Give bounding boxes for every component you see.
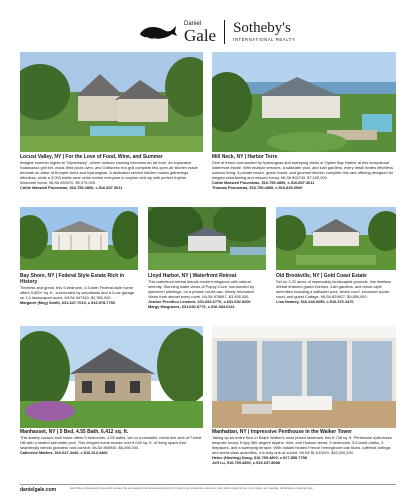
listing-title[interactable]: Locust Valley, NY | For the Love of Food, Wine, and Summer [20,154,163,160]
listing-photo[interactable] [276,207,396,270]
logo-divider [224,20,225,44]
listing-text [276,273,396,304]
listing-description: Timeless and grand, this 9-bedroom, 4.5-bath Federal-style home offers 9,600+ sq. ft., surrounded by woodlands and a 3-car garage on 1.4 landscaped acres. MLS# 947363. $2,350,000. [20,285,135,300]
listing-agents: Cottie Maxwell Pournaras, 516.759.4800, c.516.857.3011 [20,185,123,190]
listing-photo[interactable] [212,326,396,428]
whale-logo-icon [138,22,178,42]
listing-title[interactable]: Manhattan, NY | Impressive Penthouse in the Walker Tower [212,429,352,435]
brand-small: Daniel [184,20,202,27]
listing-text [20,273,138,305]
listing-title[interactable]: Old Brookville, NY | Gold Coast Estate [276,273,367,279]
footer-website-link[interactable]: danielgale.com [20,487,57,493]
listing-agents: Helen (Hosting) Dong, 516.759.4800, c.917.859.7758 Jeff Lu, 516.759.4800, c.516.637.8688 [212,455,307,465]
listing-agents: Jeanne Previtico Leonard, 631.692.6770, c.631.692.5206 Margy Hargraves, 631.692.6770, c.516.384.0131 [148,299,251,309]
listing-agents: Cottie Maxwell Pournaras, 516.759.4800, c.516.857.3011 Thomas Pournaras, 516.759.4800, c.516.835.3000 [212,180,315,190]
brand-name: Gale [184,25,217,45]
partner-name: Sotheby's [233,20,291,37]
listing-text [20,429,203,455]
listing-photo[interactable] [212,52,396,152]
listing-title[interactable]: Bay Shore, NY | Federal Style Estate Rich in History [20,273,125,285]
listing-photo[interactable] [20,52,203,152]
listing-agents: Catherine Mathes, 516.627.4440, c.516.313.4466 [20,450,108,455]
listing-text [212,429,396,465]
listing-description: Taking up an entire floor in Ralph Walker's most prized landmark, this 6,738 sq. ft. Penthouse epitomizes bespoke luxury. Enjoy 360-degree skyline, river, and Hudson views, 5 bedrooms, 5.5 lavish baths, 3 fireplaces, and a sweeping terrace. With radiant heated French herringbone oak floors, coffered ceilings, and world-class amenities, it is truly one-of-a-kind. MLS# RLS10921. $42,000,000. [212,435,392,455]
page-footer [20,484,396,493]
listing-description: This waterfront retreat blends modern elegance with natural serenity. Stunning water views of Poppy Cove, surrounded by specimen plantings, on a private cul-de-sac. Newly renovated. Views from almost every room. MLS# 878667. $3,495,000. [148,279,256,299]
listing-title[interactable]: Manhasset, NY | 5 Bed, 4.55 Bath, 6,412 sq. ft. [20,429,129,435]
listing-text [148,273,266,309]
listing-photo[interactable] [20,326,203,428]
partner-tag: INTERNATIONAL REALTY [233,37,296,43]
brand-logo[interactable] [138,18,295,46]
listing-description: Set on 3.32 acres of impeccably landscaped grounds, this timeless retreat features grand interiors, lush gardens, and resort-style amenities including a saltwater pool, tennis court, enclosed sports court, and guest Cottage. MLS# 829827. $5,850,000. [276,279,392,299]
listing-photo[interactable] [148,207,266,270]
listing-title[interactable]: Mill Neck, NY | Harbor Terre [212,154,278,160]
listing-description: Dine al fresco surrounded by hydrangeas and sweeping views of Oyster Bay Harbor at this exceptional waterfront estate. With multiple terraces, a saltwater pool, and lush gardens, every detail invites effortless outdoor living. A private beach, guest house, and gourmet kitchen complete this rare offering designed for elegant entertaining and relaxed luxury. MLS# 892749. $7,100,000. [212,160,394,180]
sothebys-wordmark [233,21,295,42]
listing-description: Imagine summer nights at "Wynnestay", where outdoor cooking becomes an art form. An expansive Kalamazoo grill set, wood-fired pizza oven, and Grillworks evo grill complete this open-air kitchen made beneath an arbor of trumpet vines and hydrangeas. A dedicated service kitchen makes gatherings effortless, while a 3,000-bottle wine cellar invites everyone to explore and sip with perfect rhythm. Welcome home. MLS# 892070. $9,975,000. [20,160,198,185]
footer-legal-text: Each office is independently owned and operated. We are pledged to provide equal opportunity for housing to any prospective customer or client, without regard to race, color, religion, sex, handicap, familial status or national origin. [70,487,314,490]
listing-text [212,154,396,190]
listing-text [20,154,203,190]
listing-description: This stately custom-built home offers 5 bedrooms, 4.55 baths, set on a beautiful, resort-like acre of Forest Hill with a heated salt water pool. This elegant home boasts over 6,000 sq. ft. of living space that seamlessly blends grandeur and comfort. MLS# 865940. $6,498,000. [20,435,202,450]
listing-agents: Margaret (Meg) Smith, 631.647.7013, c.516.578.7753 [20,300,115,305]
listing-title[interactable]: Lloyd Harbor, NY | Waterfront Retreat [148,273,237,279]
listing-photo[interactable] [20,207,138,270]
page-header [0,12,416,48]
daniel-gale-wordmark [184,21,216,44]
listing-agents: Lisa Heaney, 516.248.6655, c.516.376.3470 [276,299,354,304]
